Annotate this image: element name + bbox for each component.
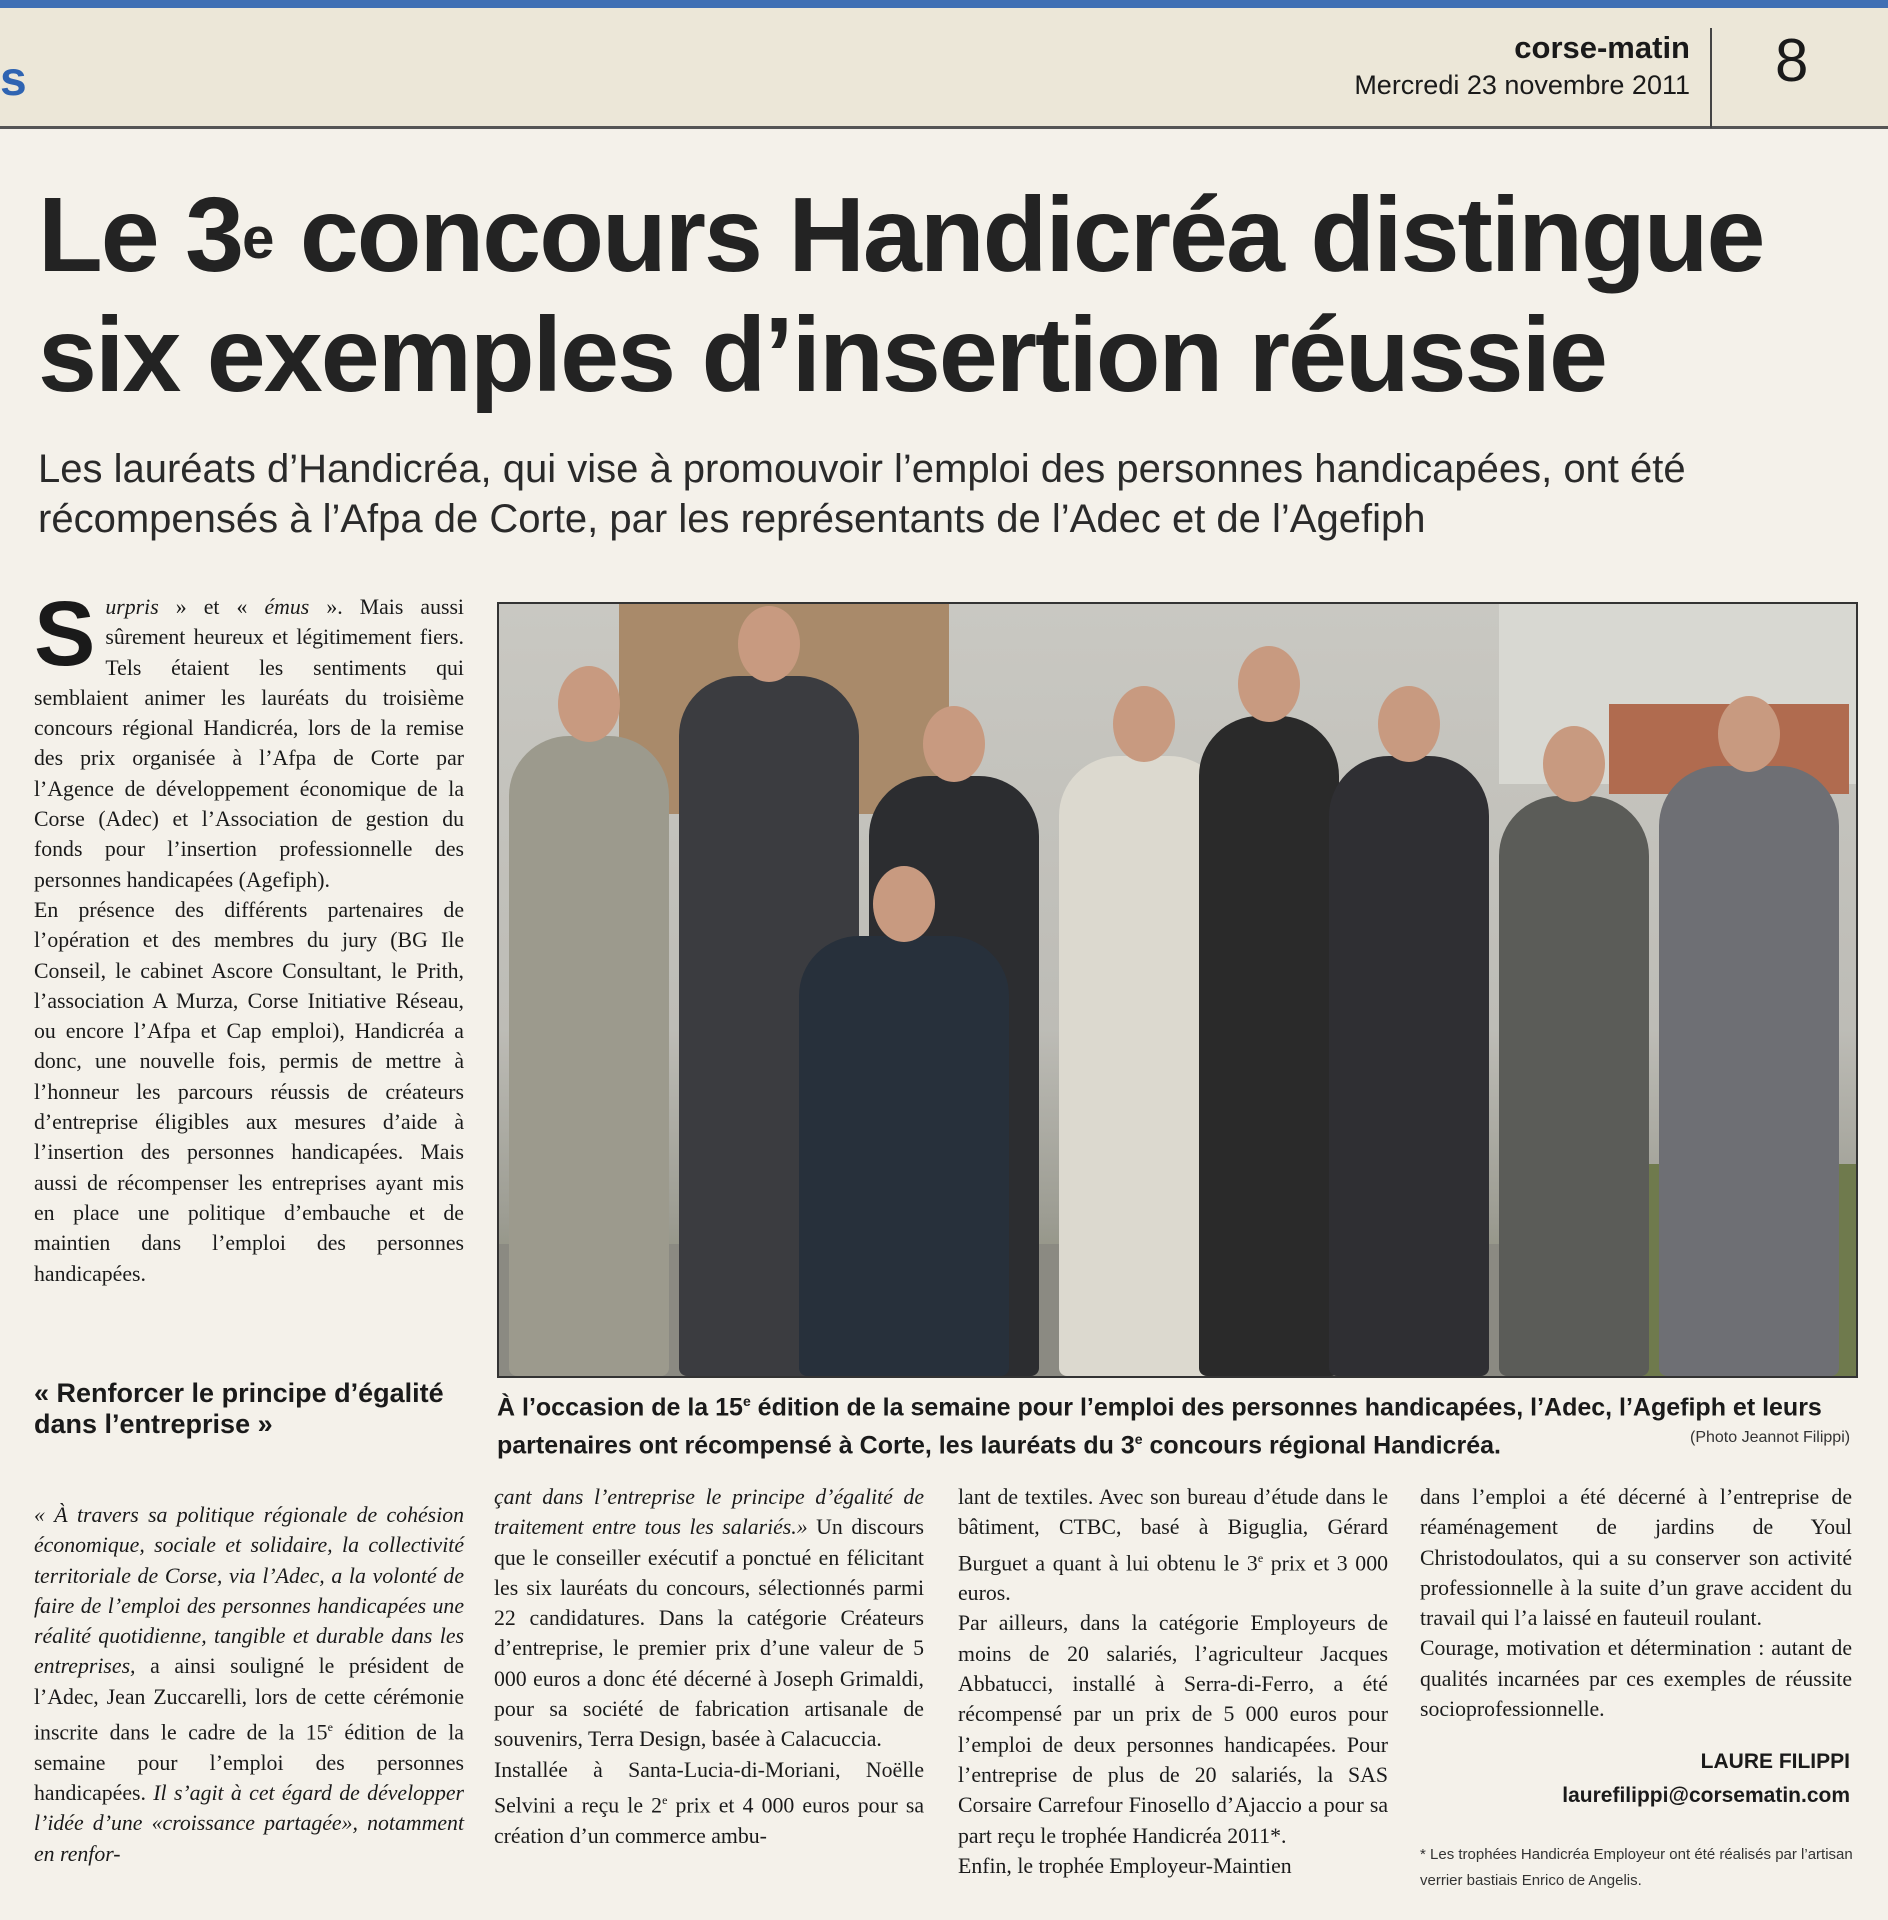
body-text: prix et 3 000 euros. [958,1550,1388,1606]
column-paragraph [958,1482,1388,1608]
standfirst: Les lauréats d’Handicréa, qui vise à promouvoir l’emploi des personnes handicapées, ont été récompensés à l’Afpa de Corte, par les représentants de l’Adec et de l’Agefiph [38,447,1686,541]
headline-part: Le 3 [38,176,243,294]
body-text: édition de la semaine pour l’emploi des personnes handicapées. [34,1720,464,1805]
body-text: lant de textiles. Avec son bureau d’étude dans le bâtiment, CTBC, basé à Biguglia, Gérard Burguet a quant à lui obtenu le 3 [958,1485,1388,1575]
person-figure [1199,716,1339,1376]
photo-caption [497,1385,1857,1462]
caption-sup: e [742,1393,751,1409]
body-column-2 [494,1482,924,1851]
body-column-1 [34,1500,464,1869]
body-sup: e [1257,1550,1264,1565]
column-paragraph: Courage, motivation et détermination : autant de qualités incarnées par ces exemples de réussite socioprofessionnelle. [1420,1636,1852,1722]
newspaper-brand: corse-matin [1514,30,1690,65]
photo-credit: (Photo Jeannot Filippi) [1690,1429,1851,1446]
intro-text: ». Mais aussi sûrement heureux et légitimement fiers. Tels étaient les sentiments qui semblaient animer les lauréats du troisième concours régional Handicréa, lors de la remise des prix organisée à l’Afpa de Corte par l’Agence de développement économique de la Corse (Adec) et l’Association de gestion du fonds pour l’insertion professionnelle des personnes handicapées (Agefiph). [34,595,464,892]
author-name: LAURE FILIPPI [1700,1750,1850,1773]
headline-line2: six exemples d’insertion réussie [38,296,1606,414]
intro-italic: émus [264,595,310,619]
intro-paragraph [34,583,464,895]
column-paragraph: Par ailleurs, dans la catégorie Employeurs de moins de 20 salariés, l’agriculteur Jacques Abbatucci, installé à Serra-di-Ferro, a été récompensé par un prix de 5 000 euros pour l’emploi de deux personnes handicapées. Pour l’entreprise de plus de 20 salariés, la SAS Corsaire Carrefour Finosello d’Ajaccio a pour sa part reçu le trophée Handicréa 2011*. [958,1611,1388,1848]
headline-sup: e [242,206,273,271]
person-figure [1499,796,1649,1376]
headline [38,175,1858,415]
caption-sup: e [1134,1431,1143,1448]
page-header [0,8,1888,129]
intro-column [34,583,464,1289]
body-column-3 [958,1482,1388,1881]
author-email[interactable]: laurefilippi@corsematin.com [1562,1784,1850,1807]
intro-italic: urpris [105,595,159,619]
body-text: Un discours que le conseiller exécutif a ponctué en félicitant les six lauréats du concours, sélectionnés parmi 22 candidatures. Dans la catégorie Créateurs d’entreprise, le premier prix d’une valeur de 5 000 euros a donc été décerné à Joseph Grimaldi, pour sa société de fabrication artisanale de souvenirs, Terra Design, basée à Calacuccia. [494,1515,924,1752]
section-tag: s [0,53,27,106]
body-text: a ainsi souligné le président de l’Adec, Jean Zuccarelli, lors de cette cérémonie inscrite dans le cadre de la 15 [34,1654,464,1745]
page-number: 8 [1775,27,1809,94]
quote-text: çant dans l’entreprise le principe d’égalité de traitement entre tous les salariés.» [494,1485,924,1540]
intro-paragraph-2: En présence des différents partenaires de l’opération et des membres du jury (BG Ile Conseil, le cabinet Ascore Consultant, le Prith, l’association A Murza, Corse Initiative Réseau, ou encore l’Afpa et Cap emploi), Handicréa a donc, une nouvelle fois, permis de mettre à l’honneur les parcours réussis de créateurs d’entreprise éligibles aux mesures d’aide à l’insertion des personnes handicapées. Mais aussi de récompenser les entreprises ayant mis en place une politique d’embauche et de maintien dans l’emploi des personnes handicapées. [34,897,464,1286]
issue-date: Mercredi 23 novembre 2011 [1354,70,1690,100]
person-figure [799,936,1009,1376]
body-sup: e [662,1792,668,1807]
person-figure [509,736,669,1376]
column-paragraph [34,1500,464,1869]
drop-cap: S [34,583,96,685]
body-sup: e [327,1720,333,1735]
person-figure [1659,766,1839,1376]
column-paragraph: Enfin, le trophée Employeur-Maintien [958,1853,1292,1878]
header-divider [1710,28,1712,128]
article-photo [497,602,1858,1378]
body-column-4 [1420,1482,1852,1724]
body-text: Installée à Santa-Lucia-di-Moriani, Noëlle Selvini a reçu le 2 [494,1757,924,1818]
quote-text: « À travers sa politique régionale de cohésion économique, sociale et solidaire, la collectivité territoriale de Corse, via l’Adec, a la volonté de faire de l’emploi des personnes handicapées une réalité quotidienne, tangible et durable dans les entreprises, [34,1503,464,1679]
quote-text: Il s’agit à cet égard de développer l’idée d’une «croissance partagée», notamment en renfor- [34,1780,464,1866]
footnote: * Les trophées Handicréa Employeur ont été réalisés par l’artisan verrier bastiais Enrico de Angelis. [1420,1846,1853,1889]
headline-part: concours Handicréa distingue [272,176,1764,294]
person-figure [1329,756,1489,1376]
column-paragraph: dans l’emploi a été décerné à l’entreprise de réaménagement de jardins de Youl Christodoulatos, qui a su conserver son activité professionnelle à la suite d’un grave accident du travail qui l’a laissé en fauteuil roulant. [1420,1485,1852,1631]
column-paragraph [494,1755,924,1851]
caption-text: concours régional Handicréa. [1142,1431,1501,1460]
body-text: prix et 4 000 euros pour sa création d’un commerce ambu- [494,1793,924,1848]
column-paragraph [494,1482,924,1755]
caption-text: édition de la semaine pour l’emploi des personnes handicapées, l’Adec, l’Agefiph et leurs partenaires ont récompensé à Corte, les lauréats du 3 [497,1393,1822,1460]
top-color-band [0,0,1888,8]
intro-text: » et « [158,595,265,619]
intertitle: « Renforcer le principe d’égalité dans l’entreprise » [34,1378,444,1439]
caption-text: À l’occasion de la 15 [497,1393,743,1422]
